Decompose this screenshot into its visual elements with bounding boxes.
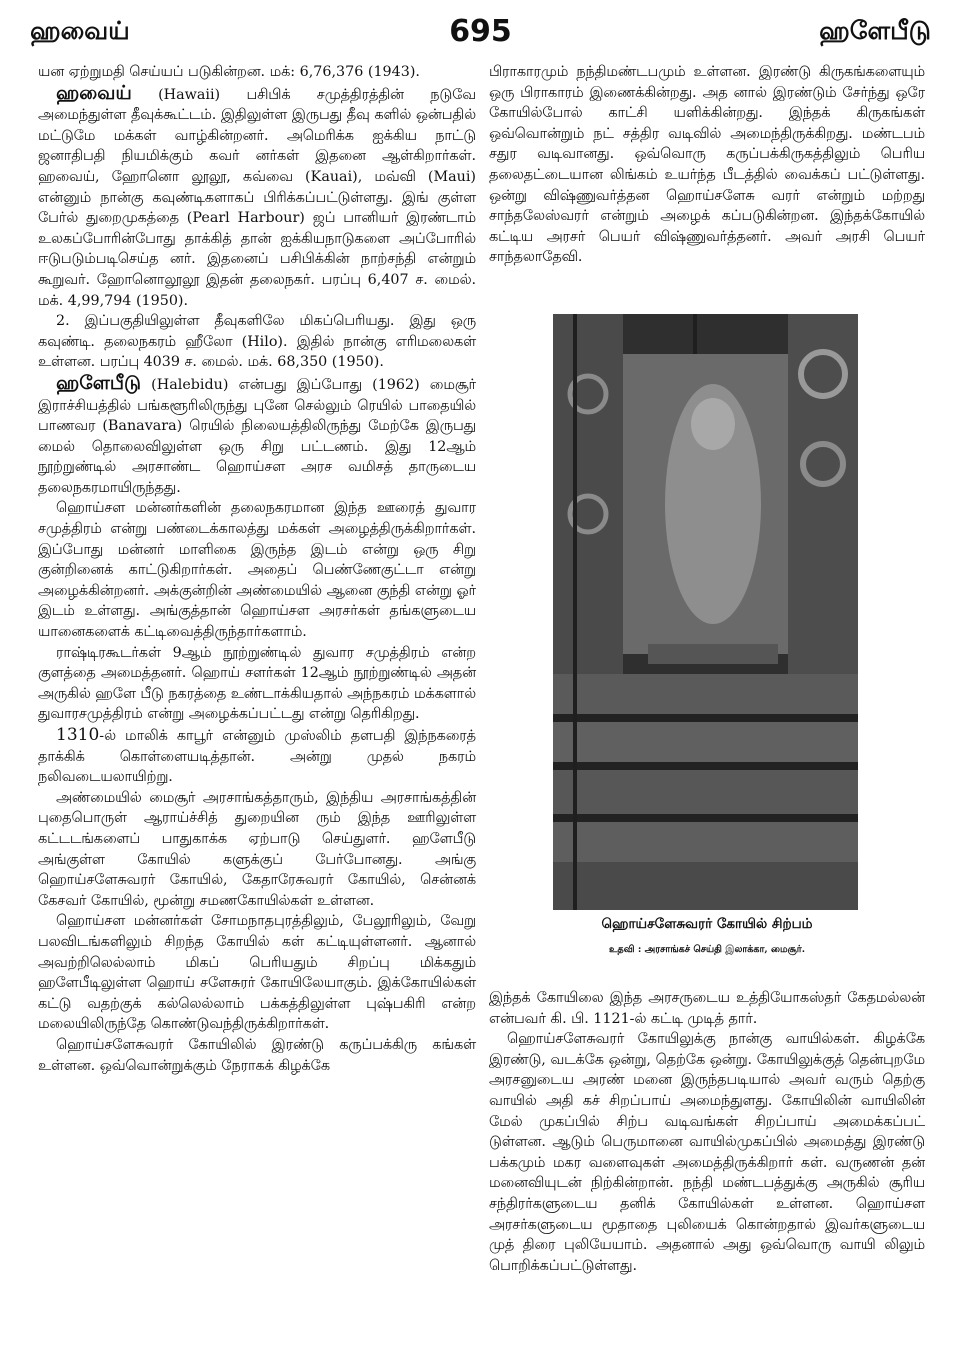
header-right-word: ஹளேபீடு (819, 16, 931, 45)
paragraph: அண்மையில் மைசூர் அரசாங்கத்தாரும், இந்திய அரசாங்கத்தின் புதைபொருள் ஆராய்ச்சித் துறையின ரும் இந்த ஊரிலுள்ள கட்டடங்களைப் பாதுகாக்க ஏற்பாடு செய்துளர். ஹளேபீடு அங்குள்ள கோயில் களுக்குப் பேர்போனது. அங்கு ஹொய்சளேசுவரர் கோயில், கேதாரேசுவரர் கோயில், சென்னக் கேசவர் கோயில், மூன்று சமணகோயில்கள் உள்ளன. (38, 789, 476, 909)
page-number: 695 (449, 14, 512, 49)
entry-hawaii (38, 83, 476, 312)
year-1310: 1310 (56, 725, 100, 745)
paragraph: ஹொய்சளேசுவரர் கோயிலில் இரண்டு கருப்பக்கிரு கங்கள் உள்ளன. ஒவ்வொன்றுக்கும் நேராகக் கிழக்கே (38, 1036, 476, 1074)
page-header (30, 14, 931, 54)
paragraph: இந்தக் கோயிலை இந்த அரசருடைய உத்தியோகஸ்தர் கேதமல்லன் என்பவர் கி. பி. 1121-ல் கட்டி முடித் தார். (489, 990, 925, 1027)
paragraph-body: -ல் மாலிக் காபூர் என்னும் முஸ்லிம் தளபதி இந்நகரைத் தாக்கிக் கொள்ளையடித்தான். அன்று முதல் நகரம் நலிவடையலாயிற்று. (38, 728, 476, 786)
paragraph: 2. இப்பகுதியிலுள்ள தீவுகளிலே மிகப்பெரியது. இது ஒரு கவுண்டி. தலைநகரம் ஹீலோ (Hilo). இதில் நான்கு எரிமலைகள் உள்ளன. பரப்பு 4039 ச. மைல். மக். 68,350 (1950). (38, 313, 476, 371)
entry-halebidu (38, 373, 476, 499)
paragraph: யன ஏற்றுமதி செய்யப் படுகின்றன. மக்: 6,76,376 (1943). (38, 64, 420, 80)
temple-sculpture-photo (553, 314, 858, 910)
entry-heading: ஹளேபீடு (56, 371, 142, 394)
entry-body: (Hawaii) பசிபிக் சமுத்திரத்தின் நடுவே அமைந்துள்ள தீவுக்கூட்டம். இதிலுள்ள இருபது தீவு களில் ஒன்பதில் மட்டுமே மக்கள் வாழ்கின்றனர். அமெரிக்க ஐக்கிய நாட்டு ஜனாதிபதி நியமிக்கும் கவர் னர்கள் இதனை ஆள்கிறார்கள். ஹவைய், ஹோனொ லூலூ, கவ்வை (Kauai), மவ்வி (Maui) என்னும் நான்கு கவுண்டிகளாகப் பிரிக்கப்பட்டுள்ளது. இங் குள்ள பேர்ல் துறைமுகத்தை (Pearl Harbour) ஜப் பானியர் இரண்டாம் உலகப்போரின்போது தாக்கித் தான் ஐக்கியநாடுகளை அப்போரில் ஈடுபடும்படிசெய்த னர். இதனைப் பசிபிக்கின் நாற்சந்தி என்றும் கூறுவர். ஹோனொலூலூ இதன் தலைநகர். பரப்பு 6,407 ச. மைல். மக். 4,99,794 (1950). (38, 86, 476, 309)
sculpture-illustration (553, 314, 858, 910)
paragraph: பிராகாரமும் நந்திமண்டபமும் உள்ளன. இரண்டு கிருகங்களையும் ஒரு பிராகாரம் இணைக்கின்றது. அத னால் இரண்டும் சேர்ந்து ஒரே கோயில்போல் காட்சி யளிக்கின்றது. இந்தக் கிருகங்கள் ஒவ்வொன்றும் நட் சத்திர வடிவில் அமைந்திருக்கிறது. மண்டபம் சதுர வடிவானது. ஒவ்வொரு கருப்பக்கிருகத்திலும் பெரிய தலைதட்டையான லிங்கம் உயர்ந்த பீடத்தில் வைக்கப் பட்டுள்ளது. ஒன்று விஷ்ணுவர்த்தன ஹொய்சளேசு வரர் என்றும் மற்றது சாந்தலேஸ்வரர் என்றும் அழைக் கப்படுகின்றன. இந்தக்கோயில் கட்டிய அரசர் பெயர் விஷ்ணுவர்த்தனர். அவர் அரசி பெயர் சாந்தலாதேவி. (489, 64, 925, 266)
paragraph: ராஷ்டிரகூடர்கள் 9ஆம் நூற்றுண்டில் துவார சமுத்திரம் என்ற குளத்தை அமைத்தனர். ஹொய் சளர்கள் 12ஆம் நூற்றுண்டில் அதன் அருகில் ஹளே பீடு நகரத்தை உண்டாக்கியதால் அந்நகரம் மக்களால் துவாரசமுத்திரம் என்று அழைக்கப்பட்டது என்று தெரிகிறது. (38, 644, 476, 723)
paragraph: ஹொய்சள மன்னர்கள் சோமநாதபுரத்திலும், பேலூரிலும், வேறு பலவிடங்களிலும் சிறந்த கோயில் கள் கட்டியுள்ளனர். ஆனால் அவற்றிலெல்லாம் மிகப் பெரியதும் சிறப்பு மிக்கதும் ஹளேபீடிலுள்ள ஹொய் சளேசுரர் கோயிலேயாகும். இக்கோயில்கள் கட்டு வதற்குக் கல்லெல்லாம் பக்கத்திலுள்ள புஷ்பகிரி என்ற மலையிலிருந்தே கொண்டுவந்திருக்கிறார்கள். (38, 913, 476, 1033)
entry-body: (Halebidu) என்பது இப்போது (1962) மைசூர் இராச்சியத்தில் பங்களூரிலிருந்து புனே செல்லும் ரெயில் பாதையில் பாணவர (Banavara) ரெயில் நிலையத்திலிருந்து மேற்கே இருபது மைல் தொலைவிலுள்ள ஒரு சிறு பட்டணம். இது 12ஆம் நூற்றுண்டில் அரசாண்ட ஹொய்சள அரச வமிசத் தாருடைய தலைநகரமாயிருந்தது. (38, 376, 476, 496)
left-column (38, 62, 476, 1076)
paragraph: ஹொய்சளேசுவரர் கோயிலுக்கு நான்கு வாயில்கள். கிழக்கே இரண்டு, வடக்கே ஒன்று, தெற்கே ஒன்று. கோயிலுக்குத் தென்புறமே அரசனுடைய அரண் மனை இருந்தபடியால் அவர் வரும் தெற்கு வாயில் அதி கச் சிறப்பாய் அமைந்துளது. கோயிலின் வாயிலின் மேல் முகப்பில் சிற்ப வடிவங்கள் சிறப்பாய் அமைக்கப்பட் டுள்ளன. ஆடும் பெருமானை வாயில்முகப்பில் அமைத்து இரண்டு பக்கமும் மகர வளைவுகள் அமைத்திருக்கிறார் கள். வருணன் தன் மனைவியுடன் நிற்கின்றான். நந்தி மண்டபத்துக்கு அருகில் சூரிய சந்திரர்களுடைய தனிக் கோயில்கள் உள்ளன. ஹொய்சள அரசர்களுடைய மூதாதை புலியைக் கொன்றதால் இவர்களுடைய முத் திரை புலியேயாம். அதனால் அது ஒவ்வொரு வாயி லிலும் பொறிக்கப்பட்டுள்ளது. (489, 1031, 925, 1274)
figure-credit: உதவி : அரசாங்கச் செய்தி இலாக்கா, மைசூர். (608, 944, 806, 955)
right-column-bottom (489, 988, 925, 1276)
entry-heading: ஹவைய் (56, 81, 132, 104)
header-left-word: ஹவைய் (30, 16, 130, 45)
figure-caption: ஹொய்சளேசுவரர் கோயில் சிற்பம் (601, 916, 813, 932)
paragraph: ஹொய்சள மன்னர்களின் தலைநகரமான இந்த ஊரைத் துவார சமுத்திரம் என்று பண்டைக்காலத்து மக்கள் அழைத்திருக்கிறார்கள். இப்போது மன்னர் மாளிகை இருந்த இடம் என்று ஒரு சிறு குன்றினைக் காட்டுகிறார்கள். அதைப் பெண்ணேகுட்டா என்று அழைக்கின்றனர். அக்குன்றின் அண்மையில் ஆனை குந்தி என்று ஓர் இடம் உள்ளது. அங்குத்தான் ஹொய்சள அரசர்கள் தங்களுடைய யானைகளைக் கட்டிவைத்திருந்தார்களாம். (38, 500, 476, 641)
right-column-top (489, 62, 925, 268)
paragraph (38, 725, 476, 788)
